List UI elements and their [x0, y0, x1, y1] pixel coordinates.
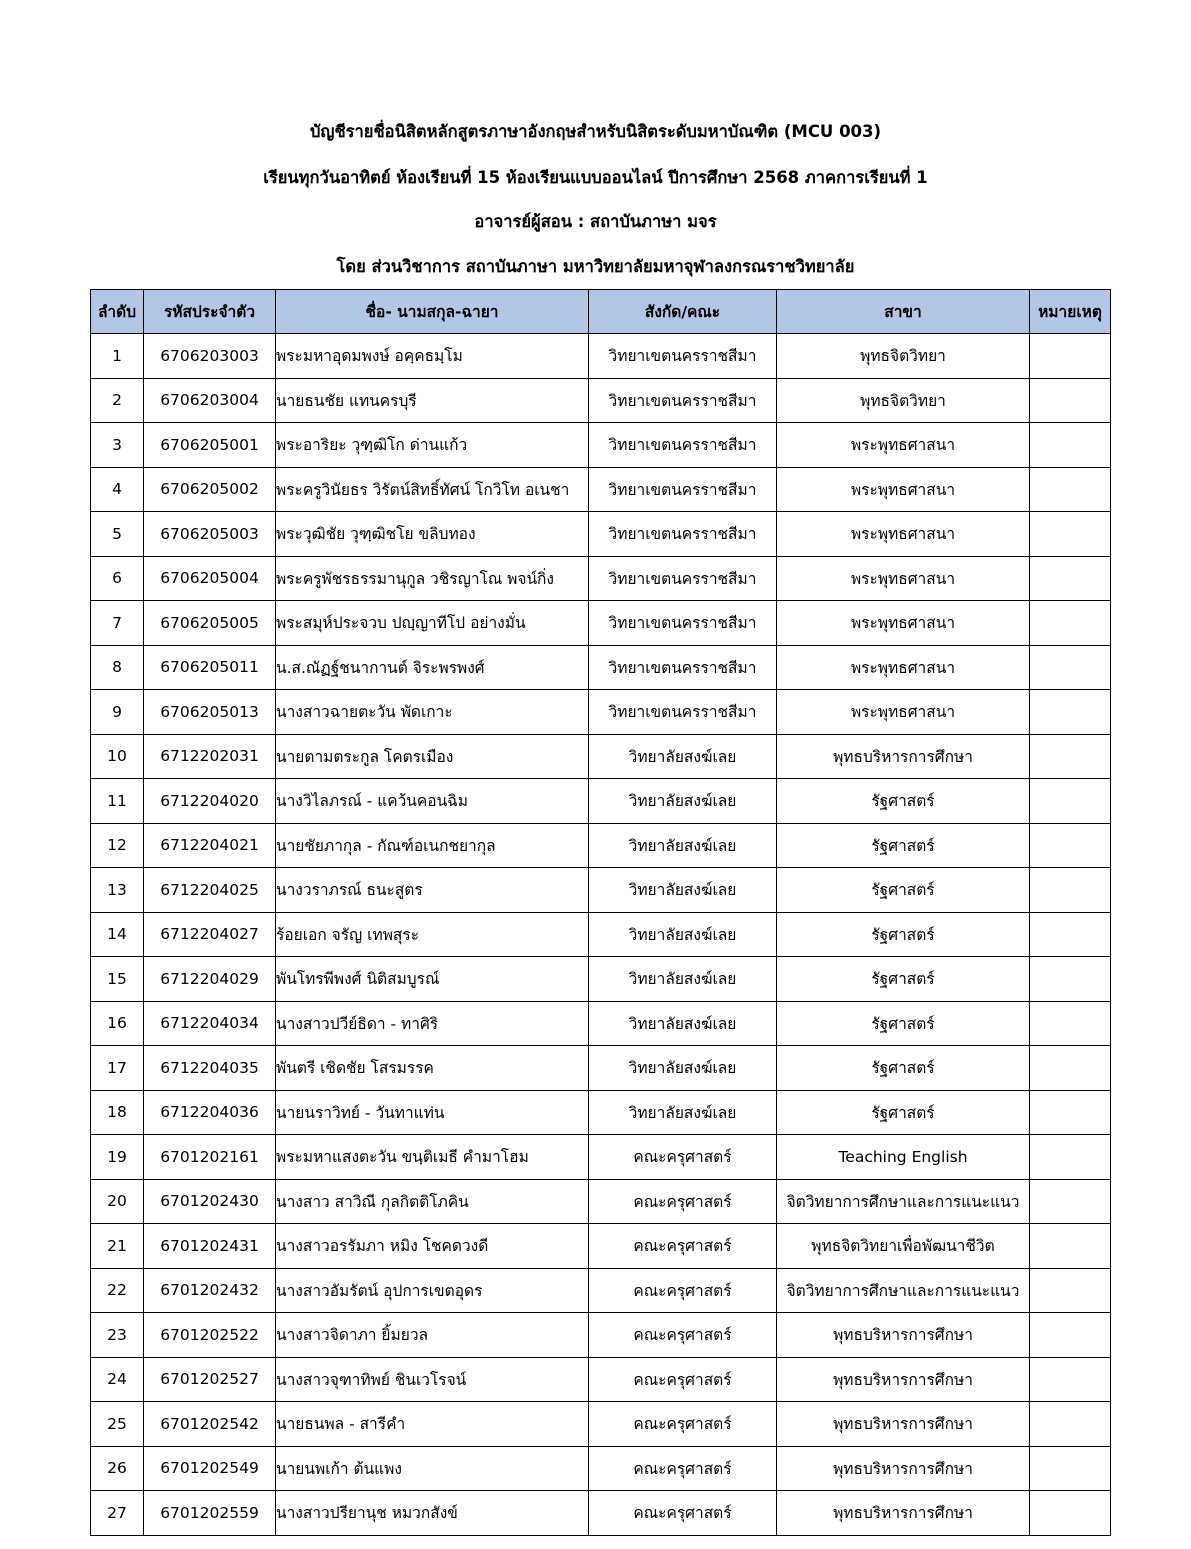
cell-faculty: วิทยาเขตนครราชสีมา: [589, 423, 777, 468]
cell-student-id: 6701202431: [144, 1224, 276, 1269]
cell-student-id: 6706203003: [144, 334, 276, 379]
cell-faculty: วิทยาเขตนครราชสีมา: [589, 512, 777, 557]
cell-note: [1030, 467, 1111, 512]
cell-name: นายชัยภากุล - กัณฑ์อเนกชยากุล: [276, 823, 589, 868]
cell-faculty: วิทยาเขตนครราชสีมา: [589, 690, 777, 735]
cell-faculty: วิทยาลัยสงฆ์เลย: [589, 957, 777, 1002]
cell-name: นางสาวฉายตะวัน พัดเกาะ: [276, 690, 589, 735]
cell-name: นางสาวจิดาภา ยิ้มยวล: [276, 1313, 589, 1358]
cell-note: [1030, 1001, 1111, 1046]
column-header-student-id: รหัสประจำตัว: [144, 290, 276, 334]
cell-name: พันโทรพีพงศ์ นิติสมบูรณ์: [276, 957, 589, 1002]
cell-name: นางสาวจุฑาทิพย์ ชินเวโรจน์: [276, 1357, 589, 1402]
cell-seq: 21: [91, 1224, 144, 1269]
cell-faculty: คณะครุศาสตร์: [589, 1224, 777, 1269]
cell-seq: 20: [91, 1179, 144, 1224]
cell-student-id: 6712204020: [144, 779, 276, 824]
cell-major: พุทธบริหารการศึกษา: [777, 734, 1030, 779]
cell-seq: 7: [91, 601, 144, 646]
cell-name: นายนราวิทย์ - วันทาแท่น: [276, 1090, 589, 1135]
cell-major: พุทธบริหารการศึกษา: [777, 1402, 1030, 1447]
cell-student-id: 6706205013: [144, 690, 276, 735]
cell-seq: 13: [91, 868, 144, 913]
cell-name: พระอาริยะ วุฑฺฒิโก ด่านแก้ว: [276, 423, 589, 468]
cell-major: รัฐศาสตร์: [777, 868, 1030, 913]
cell-seq: 11: [91, 779, 144, 824]
column-header-faculty: สังกัด/คณะ: [589, 290, 777, 334]
cell-note: [1030, 1313, 1111, 1358]
cell-seq: 14: [91, 912, 144, 957]
cell-name: นางสาวปวีย์ธิดา - ทาศิริ: [276, 1001, 589, 1046]
cell-name: นางสาวอรรัมภา หมิง โชคดวงดี: [276, 1224, 589, 1269]
cell-major: พุทธบริหารการศึกษา: [777, 1357, 1030, 1402]
cell-note: [1030, 1357, 1111, 1402]
table-row: [91, 645, 1111, 690]
cell-faculty: วิทยาลัยสงฆ์เลย: [589, 1001, 777, 1046]
cell-student-id: 6701202549: [144, 1446, 276, 1491]
table-row: [91, 556, 1111, 601]
cell-faculty: คณะครุศาสตร์: [589, 1268, 777, 1313]
table-row: [91, 1001, 1111, 1046]
cell-faculty: วิทยาเขตนครราชสีมา: [589, 334, 777, 379]
cell-name: นางวิไลภรณ์ - แคว้นคอนฉิม: [276, 779, 589, 824]
cell-seq: 9: [91, 690, 144, 735]
table-row: [91, 1090, 1111, 1135]
cell-major: พระพุทธศาสนา: [777, 467, 1030, 512]
cell-note: [1030, 1491, 1111, 1536]
cell-seq: 25: [91, 1402, 144, 1447]
column-header-major: สาขา: [777, 290, 1030, 334]
cell-note: [1030, 601, 1111, 646]
cell-note: [1030, 868, 1111, 913]
cell-faculty: วิทยาลัยสงฆ์เลย: [589, 1046, 777, 1091]
issuer-line: โดย ส่วนวิชาการ สถาบันภาษา มหาวิทยาลัยมหาจุฬาลงกรณราชวิทยาลัย: [336, 257, 855, 276]
column-header-name: ชื่อ- นามสกุล-ฉายา: [276, 290, 589, 334]
cell-note: [1030, 1446, 1111, 1491]
cell-student-id: 6701202542: [144, 1402, 276, 1447]
cell-name: นางสาว สาวิณี กุลกิตติโภคิน: [276, 1179, 589, 1224]
document-title: บัญชีรายชื่อนิสิตหลักสูตรภาษาอังกฤษสำหรับนิสิตระดับมหาบัณฑิต (MCU 003): [309, 122, 882, 141]
cell-faculty: คณะครุศาสตร์: [589, 1179, 777, 1224]
table-row: [91, 823, 1111, 868]
cell-faculty: วิทยาลัยสงฆ์เลย: [589, 734, 777, 779]
cell-name: พระมหาแสงตะวัน ขนฺติเมธี คำมาโฮม: [276, 1135, 589, 1180]
cell-seq: 10: [91, 734, 144, 779]
cell-note: [1030, 1179, 1111, 1224]
cell-major: รัฐศาสตร์: [777, 957, 1030, 1002]
cell-note: [1030, 912, 1111, 957]
cell-student-id: 6712204029: [144, 957, 276, 1002]
cell-name: นางสาวปรียานุช หมวกสังข์: [276, 1491, 589, 1536]
table-row: [91, 378, 1111, 423]
cell-name: พระวุฒิชัย วุฑฺฒิชโย ขลิบทอง: [276, 512, 589, 557]
table-row: [91, 957, 1111, 1002]
cell-major: รัฐศาสตร์: [777, 912, 1030, 957]
cell-name: พันตรี เชิดชัย โสรมรรค: [276, 1046, 589, 1091]
cell-major: พุทธจิตวิทยาเพื่อพัฒนาชีวิต: [777, 1224, 1030, 1269]
cell-faculty: คณะครุศาสตร์: [589, 1313, 777, 1358]
cell-name: พระครูวินัยธร วิรัตน์สิทธิ์ทัศน์ โกวิโท อเนชา: [276, 467, 589, 512]
cell-major: รัฐศาสตร์: [777, 1090, 1030, 1135]
cell-note: [1030, 734, 1111, 779]
cell-major: พระพุทธศาสนา: [777, 645, 1030, 690]
table-row: [91, 1135, 1111, 1180]
table-row: [91, 868, 1111, 913]
cell-faculty: คณะครุศาสตร์: [589, 1446, 777, 1491]
cell-name: นางสาวอัมรัตน์ อุปการเขตอุดร: [276, 1268, 589, 1313]
table-row: [91, 1313, 1111, 1358]
cell-faculty: วิทยาเขตนครราชสีมา: [589, 556, 777, 601]
cell-note: [1030, 779, 1111, 824]
cell-major: พระพุทธศาสนา: [777, 423, 1030, 468]
student-roster-table: [90, 289, 1111, 1536]
cell-note: [1030, 1135, 1111, 1180]
cell-faculty: วิทยาลัยสงฆ์เลย: [589, 779, 777, 824]
table-row: [91, 1268, 1111, 1313]
cell-seq: 6: [91, 556, 144, 601]
cell-name: นายธนชัย แทนครบุรี: [276, 378, 589, 423]
cell-major: พุทธจิตวิทยา: [777, 334, 1030, 379]
cell-seq: 22: [91, 1268, 144, 1313]
cell-major: พระพุทธศาสนา: [777, 601, 1030, 646]
cell-note: [1030, 645, 1111, 690]
cell-name: พระมหาอุดมพงษ์ อคฺคธมฺโม: [276, 334, 589, 379]
cell-faculty: คณะครุศาสตร์: [589, 1135, 777, 1180]
table-row: [91, 423, 1111, 468]
cell-note: [1030, 823, 1111, 868]
cell-note: [1030, 1268, 1111, 1313]
cell-note: [1030, 512, 1111, 557]
cell-major: พระพุทธศาสนา: [777, 556, 1030, 601]
cell-note: [1030, 334, 1111, 379]
cell-seq: 24: [91, 1357, 144, 1402]
cell-seq: 19: [91, 1135, 144, 1180]
cell-note: [1030, 1402, 1111, 1447]
cell-seq: 1: [91, 334, 144, 379]
cell-seq: 4: [91, 467, 144, 512]
cell-student-id: 6712202031: [144, 734, 276, 779]
column-header-note: หมายเหตุ: [1030, 290, 1111, 334]
cell-major: พุทธบริหารการศึกษา: [777, 1491, 1030, 1536]
table-row: [91, 912, 1111, 957]
cell-student-id: 6712204035: [144, 1046, 276, 1091]
cell-student-id: 6706205001: [144, 423, 276, 468]
table-row: [91, 779, 1111, 824]
table-header-row: [91, 290, 1111, 334]
cell-major: รัฐศาสตร์: [777, 1001, 1030, 1046]
table-row: [91, 1046, 1111, 1091]
cell-major: รัฐศาสตร์: [777, 779, 1030, 824]
cell-student-id: 6712204027: [144, 912, 276, 957]
instructor-line: อาจารย์ผู้สอน : สถาบันภาษา มจร: [474, 212, 717, 231]
cell-note: [1030, 1090, 1111, 1135]
cell-student-id: 6706205002: [144, 467, 276, 512]
cell-student-id: 6701202432: [144, 1268, 276, 1313]
cell-student-id: 6701202522: [144, 1313, 276, 1358]
cell-name: พระสมุห์ประจวบ ปญฺญาทีโป อย่างมั่น: [276, 601, 589, 646]
cell-note: [1030, 1046, 1111, 1091]
cell-major: จิตวิทยาการศึกษาและการแนะแนว: [777, 1179, 1030, 1224]
table-row: [91, 1402, 1111, 1447]
cell-student-id: 6712204021: [144, 823, 276, 868]
cell-student-id: 6701202527: [144, 1357, 276, 1402]
cell-faculty: คณะครุศาสตร์: [589, 1402, 777, 1447]
cell-note: [1030, 1224, 1111, 1269]
cell-student-id: 6712204036: [144, 1090, 276, 1135]
cell-major: จิตวิทยาการศึกษาและการแนะแนว: [777, 1268, 1030, 1313]
cell-major: พุทธบริหารการศึกษา: [777, 1313, 1030, 1358]
cell-name: พระครูพัชรธรรมานุกูล วชิรญาโณ พจน์กิ่ง: [276, 556, 589, 601]
cell-student-id: 6706203004: [144, 378, 276, 423]
cell-student-id: 6706205003: [144, 512, 276, 557]
column-header-seq: ลำดับ: [91, 290, 144, 334]
cell-faculty: คณะครุศาสตร์: [589, 1491, 777, 1536]
table-body: [91, 334, 1111, 1536]
cell-student-id: 6706205005: [144, 601, 276, 646]
cell-name: นายธนพล - สารีคำ: [276, 1402, 589, 1447]
cell-seq: 16: [91, 1001, 144, 1046]
cell-faculty: คณะครุศาสตร์: [589, 1357, 777, 1402]
cell-student-id: 6706205004: [144, 556, 276, 601]
cell-faculty: วิทยาลัยสงฆ์เลย: [589, 823, 777, 868]
cell-seq: 27: [91, 1491, 144, 1536]
cell-name: ร้อยเอก จรัญ เทพสุระ: [276, 912, 589, 957]
cell-name: นายตามตระกูล โคตรเมือง: [276, 734, 589, 779]
cell-note: [1030, 556, 1111, 601]
table-row: [91, 601, 1111, 646]
cell-name: นายนพเก้า ต้นแพง: [276, 1446, 589, 1491]
cell-name: นางวราภรณ์ ธนะสูตร: [276, 868, 589, 913]
cell-faculty: วิทยาเขตนครราชสีมา: [589, 467, 777, 512]
cell-faculty: วิทยาลัยสงฆ์เลย: [589, 912, 777, 957]
cell-seq: 8: [91, 645, 144, 690]
cell-name: น.ส.ณัฏฐ์ชนากานต์ จิระพรพงศ์: [276, 645, 589, 690]
cell-student-id: 6701202161: [144, 1135, 276, 1180]
cell-faculty: วิทยาเขตนครราชสีมา: [589, 601, 777, 646]
table-row: [91, 467, 1111, 512]
cell-note: [1030, 957, 1111, 1002]
cell-major: พุทธบริหารการศึกษา: [777, 1446, 1030, 1491]
table-row: [91, 690, 1111, 735]
cell-student-id: 6706205011: [144, 645, 276, 690]
cell-major: พระพุทธศาสนา: [777, 690, 1030, 735]
table-row: [91, 1446, 1111, 1491]
cell-note: [1030, 690, 1111, 735]
cell-seq: 17: [91, 1046, 144, 1091]
table-row: [91, 1491, 1111, 1536]
cell-note: [1030, 378, 1111, 423]
table-row: [91, 1224, 1111, 1269]
cell-major: พระพุทธศาสนา: [777, 512, 1030, 557]
table-row: [91, 334, 1111, 379]
cell-seq: 2: [91, 378, 144, 423]
table-row: [91, 734, 1111, 779]
cell-major: พุทธจิตวิทยา: [777, 378, 1030, 423]
cell-seq: 15: [91, 957, 144, 1002]
cell-seq: 26: [91, 1446, 144, 1491]
cell-major: Teaching English: [777, 1135, 1030, 1180]
cell-student-id: 6712204034: [144, 1001, 276, 1046]
cell-student-id: 6701202430: [144, 1179, 276, 1224]
cell-seq: 3: [91, 423, 144, 468]
cell-faculty: วิทยาลัยสงฆ์เลย: [589, 868, 777, 913]
cell-student-id: 6712204025: [144, 868, 276, 913]
cell-student-id: 6701202559: [144, 1491, 276, 1536]
cell-seq: 18: [91, 1090, 144, 1135]
cell-faculty: วิทยาลัยสงฆ์เลย: [589, 1090, 777, 1135]
cell-seq: 23: [91, 1313, 144, 1358]
cell-note: [1030, 423, 1111, 468]
cell-seq: 5: [91, 512, 144, 557]
cell-major: รัฐศาสตร์: [777, 823, 1030, 868]
table-row: [91, 1179, 1111, 1224]
table-row: [91, 1357, 1111, 1402]
cell-seq: 12: [91, 823, 144, 868]
cell-faculty: วิทยาเขตนครราชสีมา: [589, 645, 777, 690]
table-row: [91, 512, 1111, 557]
cell-faculty: วิทยาเขตนครราชสีมา: [589, 378, 777, 423]
class-schedule: เรียนทุกวันอาทิตย์ ห้องเรียนที่ 15 ห้องเรียนแบบออนไลน์ ปีการศึกษา 2568 ภาคการเรียนที่ 1: [263, 168, 928, 187]
cell-major: รัฐศาสตร์: [777, 1046, 1030, 1091]
